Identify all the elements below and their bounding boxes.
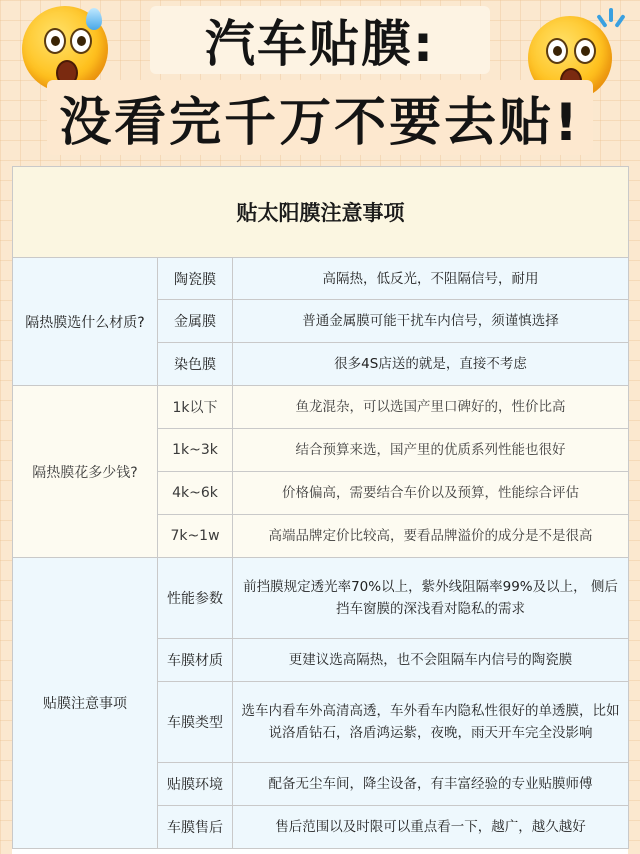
category-material: 隔热膜选什么材质? — [13, 258, 158, 386]
row-description: 结合预算来选，国产里的优质系列性能也很好 — [233, 429, 629, 472]
row-label: 1k~3k — [158, 429, 233, 472]
row-label: 车膜售后 — [158, 806, 233, 849]
row-description: 配备无尘车间，降尘设备，有丰富经验的专业贴膜师傅 — [233, 763, 629, 806]
emoji-eye-icon — [44, 28, 66, 54]
page-title-line2 — [0, 86, 640, 153]
row-description: 高隔热，低反光，不阻隔信号，耐用 — [233, 258, 629, 300]
emoji-eye-icon — [574, 38, 596, 64]
category-notes: 贴膜注意事项 — [13, 558, 158, 849]
row-label: 车膜类型 — [158, 682, 233, 763]
row-description: 鱼龙混杂，可以选国产里口碑好的，性价比高 — [233, 386, 629, 429]
tips-table — [12, 166, 628, 854]
row-label: 4k~6k — [158, 472, 233, 515]
emoji-eye-icon — [70, 28, 92, 54]
row-label: 染色膜 — [158, 343, 233, 386]
row-description: 选车内看车外高清高透，车外看车内隐私性很好的单透膜，比如说洛盾钻石，洛盾鸿运紫，夜晚，雨天开车完全没影响 — [233, 682, 629, 763]
row-description: 很多4S店送的就是，直接不考虑 — [233, 343, 629, 386]
table-row — [13, 558, 629, 639]
table-title: 贴太阳膜注意事项 — [13, 167, 629, 258]
shock-lines-icon — [596, 6, 626, 32]
row-description: 价格偏高，需要结合车价以及预算，性能综合评估 — [233, 472, 629, 515]
row-label: 陶瓷膜 — [158, 258, 233, 300]
emoji-eye-icon — [546, 38, 568, 64]
row-description: 前挡膜规定透光率70%以上，紫外线阻隔率99%及以上， 侧后挡车窗膜的深浅看对隐私的需求 — [233, 558, 629, 639]
row-description: 更建议选高隔热，也不会阻隔车内信号的陶瓷膜 — [233, 639, 629, 682]
row-label: 7k~1w — [158, 515, 233, 558]
row-label: 车膜材质 — [158, 639, 233, 682]
table-title-row — [13, 167, 629, 258]
row-description: 普通金属膜可能干扰车内信号，须谨慎选择 — [233, 300, 629, 343]
table-row — [13, 386, 629, 429]
row-description: 售后范围以及时限可以重点看一下，越广，越久越好 — [233, 806, 629, 849]
row-label: 贴膜环境 — [158, 763, 233, 806]
page-title-line1: 汽车贴膜: — [150, 6, 490, 74]
page-title-line2-text: 没看完千万不要去贴! — [47, 80, 593, 155]
row-description: 高端品牌定价比较高，要看品牌溢价的成分是不是很高 — [233, 515, 629, 558]
table-row — [13, 258, 629, 300]
row-label: 金属膜 — [158, 300, 233, 343]
row-label: 1k以下 — [158, 386, 233, 429]
category-price: 隔热膜花多少钱? — [13, 386, 158, 558]
row-label: 性能参数 — [158, 558, 233, 639]
sweat-drop-icon — [86, 8, 102, 30]
